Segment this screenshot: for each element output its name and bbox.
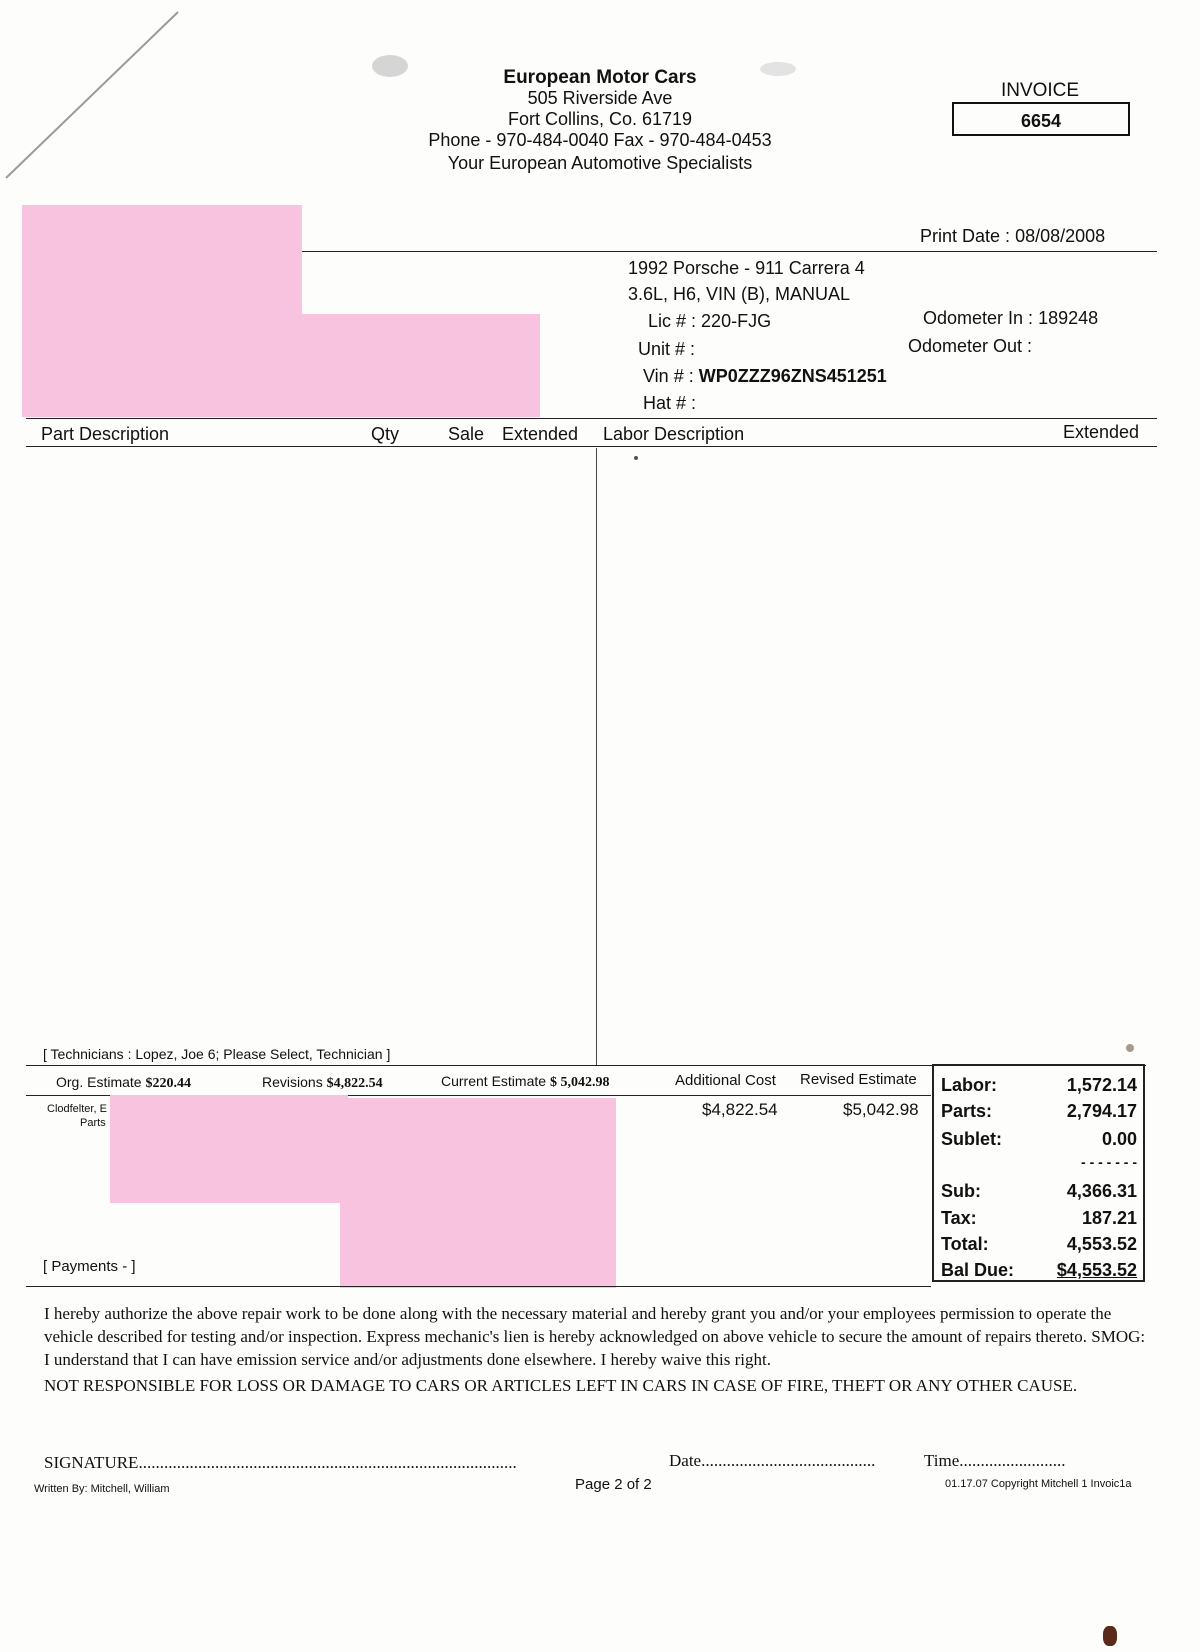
parts-value: 2,794.17 <box>1066 1101 1137 1121</box>
authorization-paragraph: I hereby authorize the above repair work to be done along with the necessary material and hereby grant you and/or your employees permission to operate the vehicle described for testing and/or inspection. Express mechanic's lien is hereby acknowledged on above vehicle to secure the amount of repairs thereto. SMOG: I understand that I can have emission service and/or adjustments done elsewhere. I hereby waive this right. <box>44 1304 1146 1369</box>
vehicle-model: 1992 Porsche - 911 Carrera 4 <box>628 258 865 278</box>
notes-line-1: Clodfelter, E <box>47 1103 107 1115</box>
current-estimate-label: Current Estimate <box>441 1073 547 1089</box>
hat-label: Hat # : <box>643 393 697 413</box>
written-by: Written By: Mitchell, William <box>34 1483 170 1495</box>
col-labor-description: Labor Description <box>603 424 745 444</box>
stray-dot <box>634 456 638 460</box>
redacted-customer-info <box>22 205 302 417</box>
company-phone-fax: Phone - 970-484-0040 Fax - 970-484-0453 <box>428 130 772 150</box>
liability-disclaimer: NOT RESPONSIBLE FOR LOSS OR DAMAGE TO CARS OR ARTICLES LEFT IN CARS IN CASE OF FIRE, THEFT OR ANY OTHER CAUSE. <box>44 1376 1078 1395</box>
bal-due-label: Bal Due: <box>941 1260 1015 1280</box>
sub-label: Sub: <box>941 1181 981 1201</box>
divider <box>26 446 1157 447</box>
odometer-in-label: Odometer In : <box>923 308 1034 328</box>
company-city: Fort Collins, Co. 61719 <box>507 109 693 129</box>
org-estimate <box>56 1074 191 1092</box>
additional-cost-label: Additional Cost <box>675 1072 776 1089</box>
column-divider <box>596 448 597 1065</box>
company-tagline: Your European Automotive Specialists <box>447 153 753 173</box>
vehicle-engine: 3.6L, H6, VIN (B), MANUAL <box>628 284 851 304</box>
legal-text <box>44 1302 1154 1397</box>
totals-box <box>932 1064 1145 1282</box>
totals-dashes: - - - - - - - <box>1081 1154 1137 1170</box>
tax-label: Tax: <box>941 1208 977 1228</box>
company-name: European Motor Cars <box>503 67 697 88</box>
vin-label: Vin # : <box>643 366 694 386</box>
technicians-line: [ Technicians : Lopez, Joe 6; Please Select, Technician ] <box>43 1046 391 1062</box>
col-qty: Qty <box>371 424 400 444</box>
print-date <box>920 226 1105 247</box>
lic-label: Lic # : <box>648 311 697 331</box>
scan-streak <box>0 0 200 200</box>
org-estimate-value: $220.44 <box>145 1076 191 1091</box>
divider <box>26 418 1157 419</box>
redacted-notes <box>340 1098 616 1288</box>
notes-line-2: Parts <box>80 1117 106 1129</box>
additional-cost-value: $4,822.54 <box>702 1100 778 1119</box>
tax-value: 187.21 <box>1081 1208 1137 1228</box>
page-number: Page 2 of 2 <box>575 1476 652 1493</box>
divider <box>302 251 1157 252</box>
lic-row <box>648 311 771 332</box>
bal-due-value: $4,553.52 <box>1056 1260 1137 1280</box>
total-value: 4,553.52 <box>1066 1234 1137 1254</box>
col-sale: Sale <box>448 424 485 444</box>
stain-spot <box>1103 1626 1117 1646</box>
copyright: 01.17.07 Copyright Mitchell 1 Invoic1a <box>945 1478 1132 1490</box>
divider <box>26 1286 931 1287</box>
total-label: Total: <box>941 1234 989 1254</box>
sublet-value: 0.00 <box>1101 1129 1137 1149</box>
unit-label: Unit # : <box>638 339 696 359</box>
col-extended: Extended <box>502 424 579 444</box>
revisions-label: Revisions <box>262 1074 323 1090</box>
time-line[interactable]: Time......................... <box>924 1451 1066 1470</box>
invoice-label: INVOICE <box>1000 80 1080 101</box>
vin-row <box>643 366 887 387</box>
odometer-out-label: Odometer Out : <box>908 336 1033 356</box>
odometer-in-value: 189248 <box>1038 308 1099 328</box>
vin-value: WP0ZZZ96ZNS451251 <box>698 366 887 386</box>
sublet-label: Sublet: <box>941 1129 1002 1149</box>
org-estimate-label: Org. Estimate <box>56 1074 142 1090</box>
invoice-number: 6654 <box>952 102 1130 136</box>
lic-value: 220-FJG <box>701 311 772 331</box>
revised-estimate-label: Revised Estimate <box>800 1071 917 1088</box>
signature-line[interactable]: SIGNATURE......................................................................................... <box>44 1453 517 1472</box>
labor-label: Labor: <box>941 1075 997 1095</box>
redacted-notes <box>110 1095 348 1203</box>
current-estimate-value: $ 5,042.98 <box>549 1075 610 1090</box>
revisions <box>262 1074 383 1092</box>
col-part-description: Part Description <box>41 424 170 444</box>
revisions-value: $4,822.54 <box>326 1076 383 1091</box>
company-address: 505 Riverside Ave <box>527 88 673 108</box>
payments-line: [ Payments - ] <box>43 1258 136 1275</box>
col-labor-extended: Extended <box>1063 422 1140 442</box>
date-line[interactable]: Date......................................... <box>669 1451 876 1470</box>
print-date-label: Print Date : <box>920 226 1011 246</box>
company-block <box>380 67 820 174</box>
redacted-customer-info <box>262 314 540 417</box>
print-date-value: 08/08/2008 <box>1015 226 1106 246</box>
current-estimate <box>441 1073 609 1091</box>
parts-label: Parts: <box>941 1101 993 1121</box>
revised-estimate-value: $5,042.98 <box>843 1100 919 1119</box>
stain-spot <box>1126 1044 1134 1052</box>
labor-value: 1,572.14 <box>1066 1075 1137 1095</box>
sub-value: 4,366.31 <box>1066 1181 1137 1201</box>
odometer-in <box>923 308 1098 329</box>
